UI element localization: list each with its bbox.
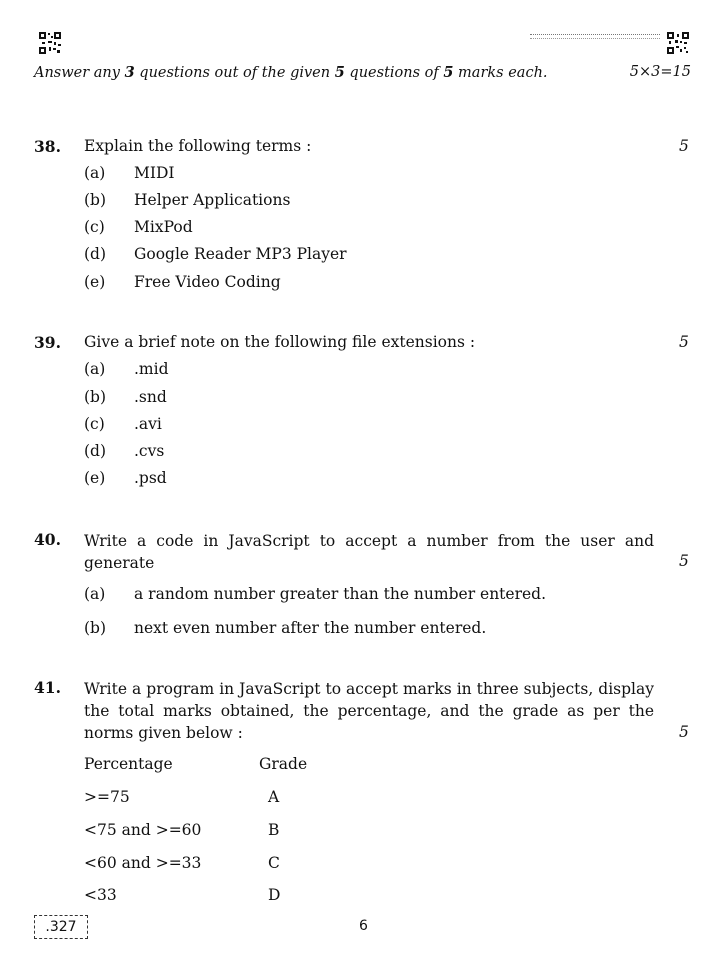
table-cell-percentage: >=75 — [84, 788, 130, 806]
page-number: 6 — [359, 918, 368, 934]
item-label: (a) — [84, 585, 106, 603]
table-cell-grade: A — [268, 788, 280, 806]
table-header-grade: Grade — [259, 755, 308, 773]
instruction-text: marks each. — [453, 65, 548, 81]
item-label: (e) — [84, 273, 106, 291]
paper-code: .327 — [34, 915, 88, 939]
table-cell-percentage: <33 — [84, 886, 117, 904]
item-text: Free Video Coding — [134, 273, 281, 291]
instruction-text: questions out of the given — [134, 65, 335, 81]
question-marks: 5 — [679, 552, 689, 570]
header-barcode-line — [530, 34, 660, 39]
instruction-total: 5 — [334, 64, 345, 81]
question-number: 41. — [34, 678, 61, 697]
item-text: .avi — [134, 415, 162, 433]
question-marks: 5 — [679, 137, 689, 155]
table-cell-grade: D — [268, 886, 281, 904]
table-cell-grade: C — [268, 854, 280, 872]
item-text: .mid — [134, 360, 169, 378]
qr-code-icon — [667, 32, 689, 54]
item-label: (d) — [84, 442, 107, 460]
question-number: 39. — [34, 333, 61, 352]
item-label: (d) — [84, 245, 107, 263]
item-text: MixPod — [134, 218, 193, 236]
item-label: (a) — [84, 360, 106, 378]
marks-formula: 5×3=15 — [629, 64, 691, 80]
instruction-count: 3 — [124, 64, 135, 81]
question-number: 38. — [34, 137, 61, 156]
item-text: .snd — [134, 388, 167, 406]
question-marks: 5 — [679, 723, 689, 741]
item-label: (b) — [84, 388, 107, 406]
question-text: Give a brief note on the following file extensions : — [84, 333, 476, 351]
item-text: MIDI — [134, 164, 175, 182]
table-cell-percentage: <75 and >=60 — [84, 821, 202, 839]
item-text: Google Reader MP3 Player — [134, 245, 347, 263]
table-header-percentage: Percentage — [84, 755, 173, 773]
question-text: Write a program in JavaScript to accept marks in three subjects, display the total marks obtained, the percentage, and the grade as per the norms given below : — [84, 680, 654, 742]
qr-code-icon — [39, 32, 61, 54]
instruction-marks: 5 — [443, 64, 454, 81]
item-label: (b) — [84, 191, 107, 209]
item-text: .cvs — [134, 442, 165, 460]
question-marks: 5 — [679, 333, 689, 351]
instruction-text: Answer any — [34, 65, 125, 81]
question-number: 40. — [34, 530, 61, 549]
section-instruction — [34, 64, 691, 81]
item-text: Helper Applications — [134, 191, 291, 209]
question-text: Write a code in JavaScript to accept a number from the user and generate — [84, 532, 654, 572]
instruction-text: questions of — [344, 65, 444, 81]
item-text: .psd — [134, 469, 167, 487]
table-cell-grade: B — [268, 821, 280, 839]
item-label: (c) — [84, 218, 105, 236]
item-label: (b) — [84, 619, 107, 637]
question-text: Explain the following terms : — [84, 137, 312, 155]
item-label: (e) — [84, 469, 106, 487]
item-label: (c) — [84, 415, 105, 433]
item-text: a random number greater than the number entered. — [134, 585, 547, 603]
item-text: next even number after the number entered. — [134, 619, 487, 637]
item-label: (a) — [84, 164, 106, 182]
table-cell-percentage: <60 and >=33 — [84, 854, 202, 872]
